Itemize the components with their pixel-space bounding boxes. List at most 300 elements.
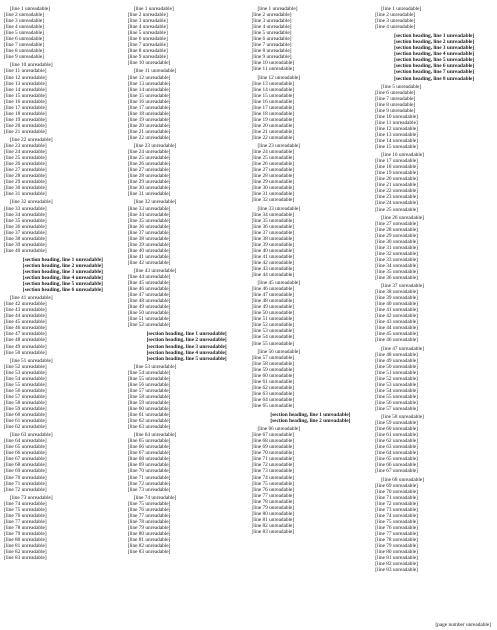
text-line: [line 31 unreadable] <box>4 191 47 198</box>
text-line: [line 41 unreadable] <box>375 307 418 314</box>
text-line: [line 48 unreadable] <box>251 298 295 305</box>
paragraph <box>128 6 246 66</box>
text-line: [line 83 unreadable] <box>251 528 295 535</box>
text-line: [line 19 unreadable] <box>4 116 47 123</box>
text-line: [line 81 unreadable] <box>251 516 295 523</box>
text-line: [line 61 unreadable] <box>375 432 418 439</box>
text-line: [line 66 unreadable] <box>257 426 301 433</box>
text-line: [line 82 unreadable] <box>375 561 418 568</box>
paragraph <box>252 143 370 203</box>
text-line: [line 63 unreadable] <box>251 390 295 397</box>
text-line: [line 42 unreadable] <box>375 313 418 320</box>
text-line: [line 46 unreadable] <box>4 325 47 332</box>
text-line: [line 45 unreadable] <box>4 319 47 326</box>
text-line: [line 41 unreadable] <box>127 253 171 260</box>
text-line: [line 24 unreadable] <box>375 200 418 207</box>
text-line: [line 36 unreadable] <box>4 223 47 230</box>
text-line: [line 40 unreadable] <box>375 301 418 308</box>
text-line: [line 78 unreadable] <box>127 518 171 525</box>
text-line: [line 4 unreadable] <box>4 24 45 31</box>
paragraph <box>4 62 122 135</box>
text-line: [line 34 unreadable] <box>375 262 418 269</box>
paragraph <box>375 84 493 151</box>
text-line: [line 59 unreadable] <box>251 366 295 373</box>
text-line: [line 51 unreadable] <box>10 357 53 364</box>
text-line: [line 19 unreadable] <box>127 116 171 123</box>
text-line: [line 5 unreadable] <box>381 83 422 90</box>
text-line: [line 6 unreadable] <box>4 36 45 43</box>
text-line: [line 17 unreadable] <box>251 104 295 111</box>
text-line: [line 30 unreadable] <box>375 238 418 245</box>
paragraph <box>4 358 122 431</box>
text-line: [line 38 unreadable] <box>127 235 171 242</box>
text-line: [line 57 unreadable] <box>375 406 418 412</box>
text-line: [line 22 unreadable] <box>375 188 418 195</box>
text-line: [line 2 unreadable] <box>4 12 45 19</box>
text-column-2 <box>128 6 246 626</box>
text-line: [line 6 unreadable] <box>127 36 168 43</box>
paragraph <box>375 6 493 30</box>
text-line: [line 31 unreadable] <box>127 191 171 198</box>
text-line: [line 35 unreadable] <box>127 217 171 224</box>
heading-line: [section heading, line 3 unreadable] <box>146 343 227 350</box>
text-line: [line 35 unreadable] <box>375 268 418 275</box>
paragraph <box>375 477 493 574</box>
text-line: [line 17 unreadable] <box>4 104 47 111</box>
paragraph <box>375 283 493 343</box>
text-line: [line 53 unreadable] <box>4 369 47 376</box>
heading-line: [section heading, line 1 unreadable] <box>394 33 475 40</box>
text-line: [line 60 unreadable] <box>251 372 295 379</box>
text-line: [line 22 unreadable] <box>127 134 171 141</box>
text-line: [line 66 unreadable] <box>4 450 47 457</box>
text-line: [line 71 unreadable] <box>4 480 47 487</box>
text-line: [line 54 unreadable] <box>127 369 171 376</box>
text-line: [line 46 unreadable] <box>127 286 171 293</box>
text-line: [line 41 unreadable] <box>251 253 295 260</box>
text-line: [line 5 unreadable] <box>251 30 292 37</box>
text-line: [line 75 unreadable] <box>127 500 171 507</box>
text-line: [line 40 unreadable] <box>4 247 47 254</box>
text-line: [line 78 unreadable] <box>251 498 295 505</box>
text-line: [line 20 unreadable] <box>4 122 47 129</box>
text-line: [line 64 unreadable] <box>375 450 418 457</box>
text-line: [line 15 unreadable] <box>375 144 418 151</box>
text-line: [line 55 unreadable] <box>127 375 171 382</box>
text-line: [line 18 unreadable] <box>375 164 418 171</box>
text-line: [line 57 unreadable] <box>251 354 295 361</box>
text-line: [line 2 unreadable] <box>127 12 168 19</box>
text-line: [line 3 unreadable] <box>251 18 292 25</box>
text-line: [line 67 unreadable] <box>127 450 171 457</box>
text-line: [line 83 unreadable] <box>127 549 171 556</box>
text-line: [line 71 unreadable] <box>127 474 171 481</box>
text-line: [line 25 unreadable] <box>127 155 171 162</box>
text-line: [line 13 unreadable] <box>251 80 295 87</box>
text-line: [line 49 unreadable] <box>4 343 47 350</box>
text-line: [line 30 unreadable] <box>251 185 295 192</box>
text-line: [line 33 unreadable] <box>4 205 47 212</box>
heading-line: [section heading, line 2 unreadable] <box>394 39 475 46</box>
text-line: [line 3 unreadable] <box>127 18 168 25</box>
text-line: [line 15 unreadable] <box>4 92 47 99</box>
paragraph <box>4 432 122 492</box>
text-line: [line 66 unreadable] <box>127 444 171 451</box>
text-line: [line 80 unreadable] <box>127 530 171 537</box>
paragraph <box>252 349 370 409</box>
text-line: [line 44 unreadable] <box>127 274 171 281</box>
text-line: [line 83 unreadable] <box>375 567 418 574</box>
text-line: [line 31 unreadable] <box>251 191 295 198</box>
text-line: [line 57 unreadable] <box>127 387 171 394</box>
text-line: [line 3 unreadable] <box>4 18 45 25</box>
text-line: [line 39 unreadable] <box>375 295 418 302</box>
text-line: [line 13 unreadable] <box>127 80 171 87</box>
text-line: [line 17 unreadable] <box>375 158 418 165</box>
text-line: [line 32 unreadable] <box>133 199 177 206</box>
text-line: [line 36 unreadable] <box>127 223 171 230</box>
text-line: [line 43 unreadable] <box>133 267 177 274</box>
text-line: [line 10 unreadable] <box>127 60 171 67</box>
paragraph <box>128 199 246 266</box>
text-line: [line 42 unreadable] <box>127 259 171 266</box>
text-line: [line 47 unreadable] <box>4 331 47 338</box>
text-line: [line 48 unreadable] <box>127 298 171 305</box>
text-line: [line 25 unreadable] <box>251 155 295 162</box>
text-line: [line 71 unreadable] <box>375 494 418 501</box>
text-line: [line 11 unreadable] <box>133 68 177 75</box>
text-line: [line 27 unreadable] <box>127 167 171 174</box>
text-line: [line 79 unreadable] <box>127 524 171 531</box>
text-line: [line 33 unreadable] <box>257 205 301 212</box>
text-line: [line 27 unreadable] <box>251 167 295 174</box>
text-line: [line 68 unreadable] <box>381 476 424 483</box>
heading-line: [section heading, line 4 unreadable] <box>22 275 103 282</box>
text-line: [line 73 unreadable] <box>10 494 53 501</box>
text-line: [line 1 unreadable] <box>133 6 174 12</box>
paragraph <box>4 199 122 253</box>
text-line: [line 51 unreadable] <box>251 316 295 323</box>
paragraph <box>252 6 370 73</box>
paragraph <box>4 295 122 355</box>
text-line: [line 46 unreadable] <box>251 286 295 293</box>
text-line: [line 47 unreadable] <box>251 292 295 299</box>
text-line: [line 56 unreadable] <box>4 387 47 394</box>
text-line: [line 28 unreadable] <box>251 173 295 180</box>
text-line: [line 45 unreadable] <box>257 280 301 287</box>
text-line: [line 41 unreadable] <box>10 295 53 302</box>
heading-line: [section heading, line 1 unreadable] <box>146 331 227 338</box>
text-line: [line 72 unreadable] <box>4 486 47 493</box>
text-line: [line 59 unreadable] <box>375 420 418 427</box>
text-line: [line 29 unreadable] <box>127 179 171 186</box>
text-line: [line 72 unreadable] <box>251 462 295 469</box>
text-line: [line 24 unreadable] <box>127 149 171 156</box>
text-line: [line 53 unreadable] <box>133 363 177 370</box>
text-line: [line 61 unreadable] <box>127 412 171 419</box>
text-line: [line 77 unreadable] <box>251 492 295 499</box>
text-line: [line 51 unreadable] <box>375 369 418 376</box>
text-line: [line 8 unreadable] <box>4 48 45 55</box>
text-line: [line 49 unreadable] <box>127 304 171 311</box>
text-line: [line 55 unreadable] <box>251 340 295 347</box>
text-line: [line 68 unreadable] <box>4 462 47 469</box>
text-line: [line 54 unreadable] <box>4 375 47 382</box>
text-line: [line 50 unreadable] <box>4 349 47 356</box>
text-line: [line 77 unreadable] <box>375 530 418 537</box>
text-line: [line 80 unreadable] <box>251 510 295 517</box>
text-line: [line 26 unreadable] <box>381 214 424 221</box>
paragraph <box>375 346 493 413</box>
text-line: [line 58 unreadable] <box>127 393 171 400</box>
text-line: [line 29 unreadable] <box>4 179 47 186</box>
text-line: [line 42 unreadable] <box>251 259 295 266</box>
text-line: [line 18 unreadable] <box>251 110 295 117</box>
text-line: [line 78 unreadable] <box>375 536 418 543</box>
heading-line: [section heading, line 2 unreadable] <box>270 418 351 425</box>
text-line: [line 36 unreadable] <box>375 275 418 282</box>
text-line: [line 63 unreadable] <box>375 444 418 451</box>
text-line: [line 9 unreadable] <box>375 107 416 114</box>
text-line: [line 24 unreadable] <box>251 149 295 156</box>
text-line: [line 7 unreadable] <box>127 42 168 49</box>
text-line: [line 15 unreadable] <box>251 92 295 99</box>
text-line: [line 16 unreadable] <box>251 98 295 105</box>
text-line: [line 50 unreadable] <box>375 363 418 370</box>
text-line: [line 70 unreadable] <box>375 488 418 495</box>
text-line: [line 47 unreadable] <box>127 292 171 299</box>
text-line: [line 80 unreadable] <box>4 536 47 543</box>
text-line: [line 82 unreadable] <box>251 522 295 529</box>
text-line: [line 43 unreadable] <box>251 265 295 272</box>
section-heading <box>375 33 493 81</box>
text-line: [line 62 unreadable] <box>375 438 418 445</box>
text-line: [line 9 unreadable] <box>4 54 45 61</box>
text-line: [line 65 unreadable] <box>4 444 47 451</box>
text-line: [line 48 unreadable] <box>4 337 47 344</box>
text-column-4 <box>375 6 493 626</box>
text-line: [line 21 unreadable] <box>127 128 171 135</box>
text-line: [line 29 unreadable] <box>375 232 418 239</box>
text-line: [line 16 unreadable] <box>4 98 47 105</box>
text-line: [line 54 unreadable] <box>375 387 418 394</box>
text-line: [line 76 unreadable] <box>375 524 418 531</box>
text-line: [line 73 unreadable] <box>251 468 295 475</box>
text-line: [line 11 unreadable] <box>4 68 47 75</box>
text-line: [line 47 unreadable] <box>381 345 424 352</box>
text-line: [line 1 unreadable] <box>381 6 422 12</box>
text-line: [line 2 unreadable] <box>375 12 416 19</box>
text-line: [line 14 unreadable] <box>4 86 47 93</box>
text-line: [line 7 unreadable] <box>4 42 45 49</box>
text-line: [line 67 unreadable] <box>4 456 47 463</box>
text-line: [line 53 unreadable] <box>375 381 418 388</box>
text-line: [line 54 unreadable] <box>251 334 295 341</box>
text-line: [line 68 unreadable] <box>127 456 171 463</box>
text-line: [line 28 unreadable] <box>375 226 418 233</box>
text-line: [line 60 unreadable] <box>375 426 418 433</box>
text-line: [line 74 unreadable] <box>375 512 418 519</box>
paragraph <box>252 426 370 535</box>
heading-line: [section heading, line 2 unreadable] <box>22 262 103 269</box>
text-column-1 <box>4 6 122 626</box>
text-line: [line 70 unreadable] <box>127 468 171 475</box>
text-line: [line 75 unreadable] <box>251 480 295 487</box>
text-line: [line 26 unreadable] <box>251 161 295 168</box>
text-line: [line 4 unreadable] <box>375 24 416 31</box>
heading-line: [section heading, line 6 unreadable] <box>22 287 103 294</box>
text-line: [line 10 unreadable] <box>10 62 53 69</box>
paragraph <box>128 143 246 197</box>
paragraph <box>375 215 493 282</box>
text-line: [line 10 unreadable] <box>375 113 418 120</box>
text-line: [line 52 unreadable] <box>4 363 47 370</box>
text-line: [line 8 unreadable] <box>251 48 292 55</box>
text-line: [line 69 unreadable] <box>251 444 295 451</box>
text-line: [line 73 unreadable] <box>375 506 418 513</box>
text-line: [line 76 unreadable] <box>251 486 295 493</box>
text-line: [line 56 unreadable] <box>127 381 171 388</box>
text-line: [line 30 unreadable] <box>127 185 171 192</box>
heading-line: [section heading, line 5 unreadable] <box>394 57 475 64</box>
text-line: [line 20 unreadable] <box>127 122 171 129</box>
text-line: [line 39 unreadable] <box>4 241 47 248</box>
text-line: [line 81 unreadable] <box>127 536 171 543</box>
text-line: [line 55 unreadable] <box>375 393 418 400</box>
paragraph <box>375 152 493 212</box>
text-line: [line 10 unreadable] <box>251 60 295 67</box>
text-line: [line 12 unreadable] <box>127 74 171 81</box>
text-line: [line 59 unreadable] <box>4 406 47 412</box>
text-line: [line 62 unreadable] <box>127 418 171 425</box>
text-line: [line 2 unreadable] <box>251 12 292 19</box>
text-line: [line 50 unreadable] <box>251 310 295 317</box>
heading-line: [section heading, line 1 unreadable] <box>22 256 103 263</box>
paragraph <box>128 364 246 431</box>
text-line: [line 9 unreadable] <box>251 54 292 61</box>
text-line: [line 49 unreadable] <box>251 304 295 311</box>
text-line: [line 43 unreadable] <box>4 307 47 314</box>
text-line: [line 58 unreadable] <box>4 399 47 406</box>
text-line: [line 6 unreadable] <box>375 89 416 96</box>
text-line: [line 22 unreadable] <box>10 136 53 143</box>
text-line: [line 24 unreadable] <box>4 149 47 156</box>
text-line: [line 76 unreadable] <box>127 506 171 513</box>
text-line: [line 21 unreadable] <box>251 128 295 135</box>
paragraph <box>375 414 493 474</box>
text-line: [line 1 unreadable] <box>10 6 51 12</box>
heading-line: [section heading, line 6 unreadable] <box>394 63 475 70</box>
text-line: [line 14 unreadable] <box>127 86 171 93</box>
text-line: [line 8 unreadable] <box>127 48 168 55</box>
text-line: [line 30 unreadable] <box>4 185 47 192</box>
text-line: [line 16 unreadable] <box>127 98 171 105</box>
text-line: [line 21 unreadable] <box>4 128 47 135</box>
paragraph <box>4 137 122 197</box>
text-line: [line 11 unreadable] <box>251 66 294 73</box>
text-line: [line 23 unreadable] <box>133 143 177 150</box>
text-line: [line 50 unreadable] <box>127 310 171 317</box>
text-line: [line 52 unreadable] <box>375 375 418 382</box>
paragraph <box>252 75 370 142</box>
text-line: [line 53 unreadable] <box>251 328 295 335</box>
text-line: [line 17 unreadable] <box>127 104 171 111</box>
text-line: [line 80 unreadable] <box>375 549 418 556</box>
text-line: [line 36 unreadable] <box>251 223 295 230</box>
text-line: [line 4 unreadable] <box>251 24 292 31</box>
text-line: [line 7 unreadable] <box>375 95 416 102</box>
text-line: [line 37 unreadable] <box>4 229 47 236</box>
text-line: [line 72 unreadable] <box>127 480 171 487</box>
text-line: [line 26 unreadable] <box>127 161 171 168</box>
text-line: [line 69 unreadable] <box>4 468 47 475</box>
text-line: [line 52 unreadable] <box>127 322 171 329</box>
text-line: [line 64 unreadable] <box>4 438 47 445</box>
text-line: [line 56 unreadable] <box>257 348 301 355</box>
text-line: [line 62 unreadable] <box>4 424 47 431</box>
text-line: [line 27 unreadable] <box>4 167 47 174</box>
text-line: [line 76 unreadable] <box>4 512 47 519</box>
text-line: [line 20 unreadable] <box>375 176 418 183</box>
text-line: [line 33 unreadable] <box>375 256 418 263</box>
text-line: [line 74 unreadable] <box>133 494 177 501</box>
text-line: [line 65 unreadable] <box>251 403 295 409</box>
text-line: [line 63 unreadable] <box>127 424 171 431</box>
text-line: [line 70 unreadable] <box>4 474 47 481</box>
text-line: [line 28 unreadable] <box>4 173 47 180</box>
text-line: [line 25 unreadable] <box>375 206 418 213</box>
heading-line: [section heading, line 7 unreadable] <box>394 69 475 76</box>
text-line: [line 37 unreadable] <box>251 229 295 236</box>
heading-line: [section heading, line 3 unreadable] <box>394 45 475 52</box>
text-line: [line 32 unreadable] <box>10 199 53 206</box>
text-line: [line 82 unreadable] <box>127 543 171 550</box>
text-line: [line 34 unreadable] <box>4 211 47 218</box>
text-line: [line 58 unreadable] <box>381 414 424 421</box>
text-line: [line 59 unreadable] <box>127 399 171 406</box>
text-line: [line 7 unreadable] <box>251 42 292 49</box>
heading-line: [section heading, line 5 unreadable] <box>146 355 227 362</box>
text-line: [line 44 unreadable] <box>4 313 47 320</box>
text-line: [line 14 unreadable] <box>375 137 418 144</box>
text-line: [line 25 unreadable] <box>4 155 47 162</box>
heading-line: [section heading, line 4 unreadable] <box>394 51 475 58</box>
heading-line: [section heading, line 4 unreadable] <box>146 349 227 356</box>
text-line: [line 81 unreadable] <box>4 543 47 550</box>
text-line: [line 1 unreadable] <box>257 6 298 12</box>
text-line: [line 12 unreadable] <box>4 74 47 81</box>
text-line: [line 6 unreadable] <box>251 36 292 43</box>
text-line: [line 77 unreadable] <box>127 512 171 519</box>
text-line: [line 40 unreadable] <box>127 247 171 254</box>
text-line: [line 69 unreadable] <box>375 482 418 489</box>
text-line: [line 62 unreadable] <box>251 384 295 391</box>
paragraph <box>128 495 246 555</box>
text-line: [line 37 unreadable] <box>127 229 171 236</box>
text-line: [line 18 unreadable] <box>127 110 171 117</box>
text-line: [line 21 unreadable] <box>375 182 418 189</box>
paragraph <box>252 206 370 279</box>
text-line: [line 82 unreadable] <box>4 549 47 556</box>
text-line: [line 57 unreadable] <box>4 393 47 400</box>
text-line: [line 64 unreadable] <box>133 432 177 439</box>
text-line: [line 61 unreadable] <box>251 378 295 385</box>
text-line: [line 49 unreadable] <box>375 357 418 364</box>
text-line: [line 65 unreadable] <box>127 438 171 445</box>
text-line: [line 8 unreadable] <box>375 101 416 108</box>
text-line: [line 66 unreadable] <box>375 462 418 469</box>
text-line: [line 5 unreadable] <box>4 30 45 37</box>
